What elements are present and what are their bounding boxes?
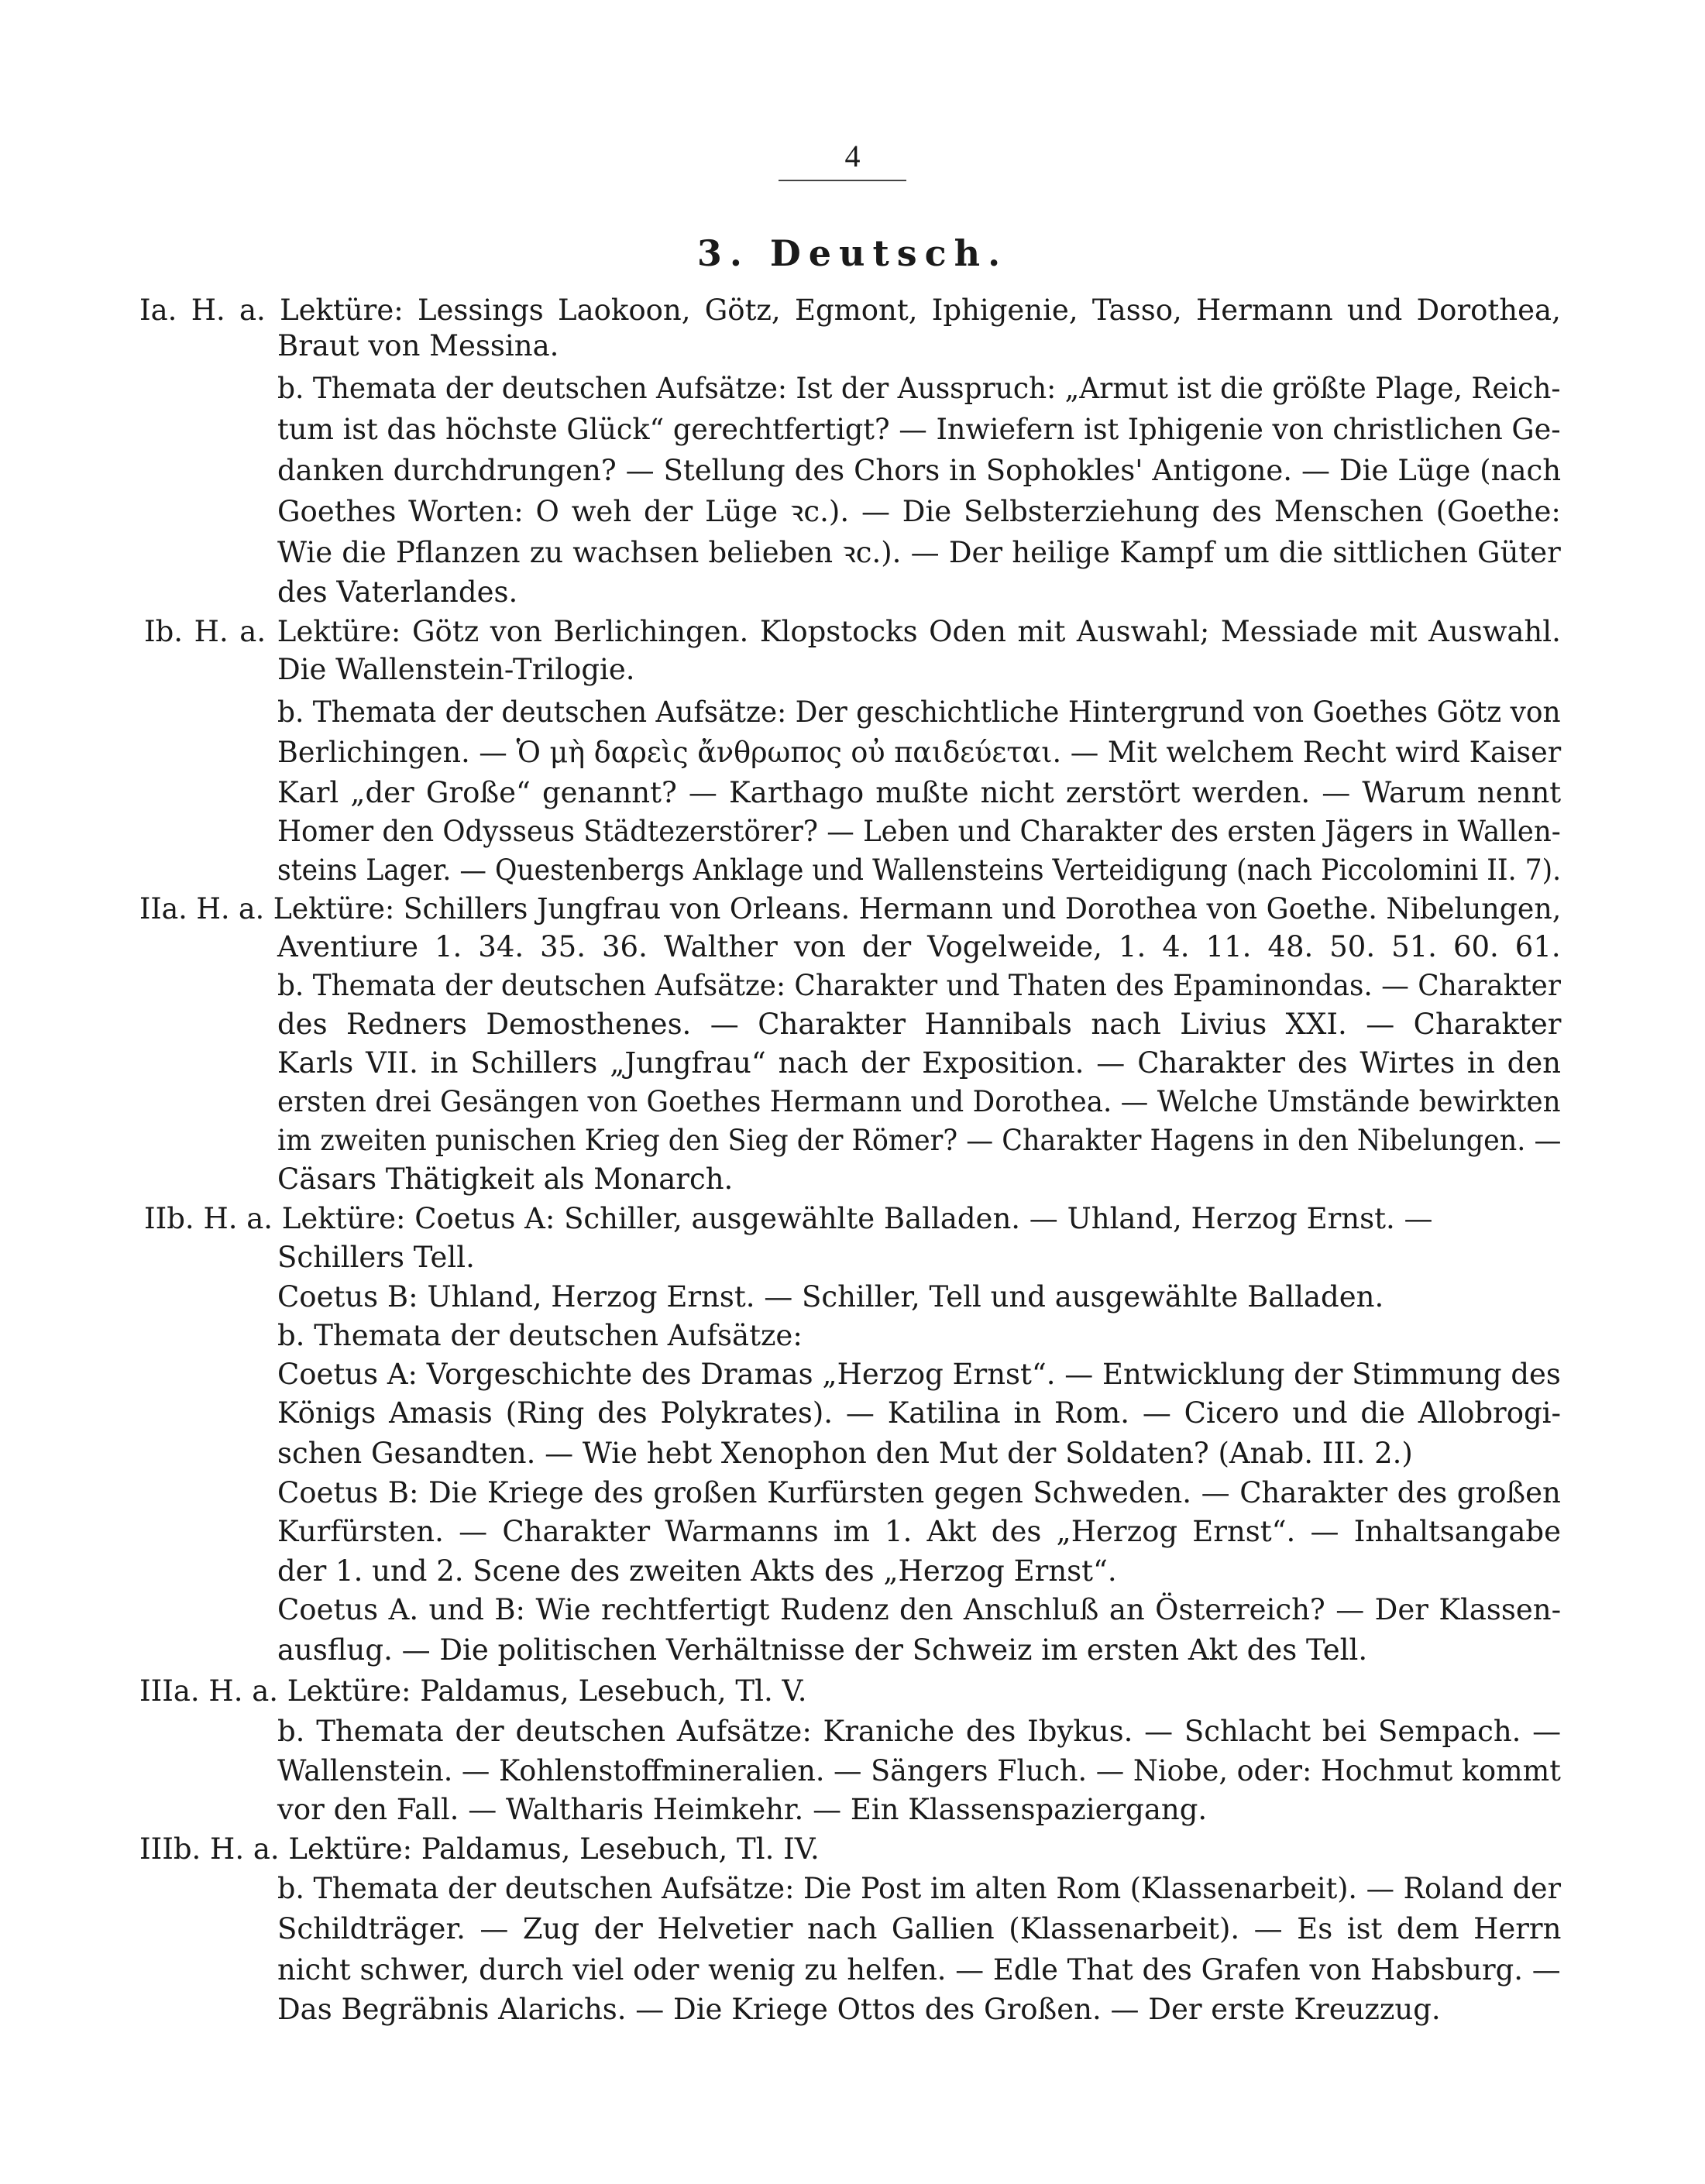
text-line: steins Lager. — Questenbergs Anklage und Wallensteins Verteidigung (nach Piccolomini II. 7). — [277, 853, 1562, 887]
text-line: IIa. H. a. Lektüre: Schillers Jungfrau von Orleans. Hermann und Dorothea von Goethe. Nibelungen, — [139, 892, 1562, 925]
text-line: Königs Amasis (Ring des Polykrates). — Katilina in Rom. — Cicero und die Allobrogi- — [277, 1396, 1562, 1430]
text-line: Ib. H. a. Lektüre: Götz von Berlichingen. Klopstocks Oden mit Auswahl; Messiade mit Auswahl. — [144, 615, 1561, 648]
text-line: b. Themata der deutschen Aufsätze: Charakter und Thaten des Epaminondas. — Charakter — [277, 969, 1561, 1002]
text-line: des Vaterlandes. — [277, 575, 518, 609]
text-line: Homer den Odysseus Städtezerstörer? — Leben und Charakter des ersten Jägers in Wallen- — [277, 815, 1561, 848]
page-number: 4 — [844, 139, 861, 173]
text-line: Cäsars Thätigkeit als Monarch. — [277, 1162, 734, 1196]
text-line: Die Wallenstein-Trilogie. — [277, 653, 635, 686]
text-line: IIb. H. a. Lektüre: Coetus A: Schiller, ausgewählte Balladen. — Uhland, Herzog Ernst. — — [144, 1202, 1433, 1235]
text-line: Ia. H. a. Lektüre: Lessings Laokoon, Götz, Egmont, Iphigenie, Tasso, Hermann und Dorothea, — [139, 294, 1561, 327]
text-line: Coetus B: Die Kriege des großen Kurfürsten gegen Schweden. — Charakter des großen — [277, 1476, 1561, 1509]
text-line: Schillers Tell. — [277, 1241, 475, 1274]
text-line: schen Gesandten. — Wie hebt Xenophon den Mut der Soldaten? (Anab. III. 2.) — [277, 1437, 1413, 1470]
text-line: Schildträger. — Zug der Helvetier nach Gallien (Klassenarbeit). — Es ist dem Herrn — [277, 1912, 1562, 1945]
text-line: im zweiten punischen Krieg den Sieg der Römer? — Charakter Hagens in den Nibelungen. — — [277, 1124, 1562, 1157]
text-line: Coetus A. und B: Wie rechtfertigt Rudenz den Anschluß an Österreich? — Der Klassen- — [277, 1593, 1562, 1626]
text-line: Wie die Pflanzen zu wachsen belieben ꝛc.). — Der heilige Kampf um die sittlichen Güter — [277, 536, 1561, 569]
text-line: ersten drei Gesängen von Goethes Hermann und Dorothea. — Welche Umstände bewirkten — [277, 1085, 1561, 1118]
text-line: Coetus A: Vorgeschichte des Dramas „Herzog Ernst“. — Entwicklung der Stimmung des — [277, 1358, 1561, 1391]
text-line: Karls VII. in Schillers „Jungfrau“ nach der Exposition. — Charakter des Wirtes in den — [277, 1046, 1561, 1080]
text-line: tum ist das höchste Glück“ gerechtfertigt? — Inwiefern ist Iphigenie von christlichen Ge- — [277, 413, 1561, 446]
text-line: Braut von Messina. — [277, 329, 559, 362]
section-title: 3. Deutsch. — [696, 232, 1009, 274]
text-line: b. Themata der deutschen Aufsätze: Ist der Ausspruch: „Armut ist die größte Plage, Reich- — [277, 372, 1561, 405]
text-line: der 1. und 2. Scene des zweiten Akts des „Herzog Ernst“. — [277, 1554, 1117, 1588]
page-number-rule — [779, 180, 906, 181]
text-line: Goethes Worten: O weh der Lüge ꝛc.). — Die Selbsterziehung des Menschen (Goethe: — [277, 495, 1561, 528]
text-line: ausflug. — Die politischen Verhältnisse der Schweiz im ersten Akt des Tell. — [277, 1633, 1368, 1667]
text-line: Aventiure 1. 34. 35. 36. Walther von der Vogelweide, 1. 4. 11. 48. 50. 51. 60. 61. — [277, 930, 1561, 963]
text-line: vor den Fall. — Waltharis Heimkehr. — Ein Klassenspaziergang. — [277, 1793, 1208, 1826]
text-line: Karl „der Große“ genannt? — Karthago mußte nicht zerstört werden. — Warum nennt — [277, 776, 1562, 809]
text-line: b. Themata der deutschen Aufsätze: Kraniche des Ibykus. — Schlacht bei Sempach. — — [277, 1715, 1562, 1748]
text-line: Kurfürsten. — Charakter Warmanns im 1. Akt des „Herzog Ernst“. — Inhaltsangabe — [277, 1515, 1561, 1548]
text-line: Das Begräbnis Alarichs. — Die Kriege Ottos des Großen. — Der erste Kreuzzug. — [277, 1993, 1441, 2026]
text-line: Berlichingen. — Ὁ μὴ δαρεὶς ἄνθρωπος οὐ παιδεύεται. — Mit welchem Recht wird Kaiser — [277, 736, 1562, 769]
text-line: IIIb. H. a. Lektüre: Paldamus, Lesebuch, Tl. IV. — [139, 1832, 820, 1866]
text-line: b. Themata der deutschen Aufsätze: — [277, 1319, 803, 1352]
text-line: Coetus B: Uhland, Herzog Ernst. — Schiller, Tell und ausgewählte Balladen. — [277, 1280, 1384, 1313]
text-line: Wallenstein. — Kohlenstoffmineralien. — Sängers Fluch. — Niobe, oder: Hochmut kommt — [277, 1754, 1561, 1787]
text-line: nicht schwer, durch viel oder wenig zu helfen. — Edle That des Grafen von Habsburg. — — [277, 1953, 1561, 1987]
text-line: b. Themata der deutschen Aufsätze: Die Post im alten Rom (Klassenarbeit). — Roland der — [277, 1872, 1561, 1905]
text-line: b. Themata der deutschen Aufsätze: Der geschichtliche Hintergrund von Goethes Götz von — [277, 695, 1561, 729]
text-line: des Redners Demosthenes. — Charakter Hannibals nach Livius XXI. — Charakter — [277, 1008, 1562, 1041]
text-line: danken durchdrungen? — Stellung des Chors in Sophokles' Antigone. — Die Lüge (nach — [277, 454, 1562, 487]
text-line: IIIa. H. a. Lektüre: Paldamus, Lesebuch, Tl. V. — [139, 1674, 807, 1708]
